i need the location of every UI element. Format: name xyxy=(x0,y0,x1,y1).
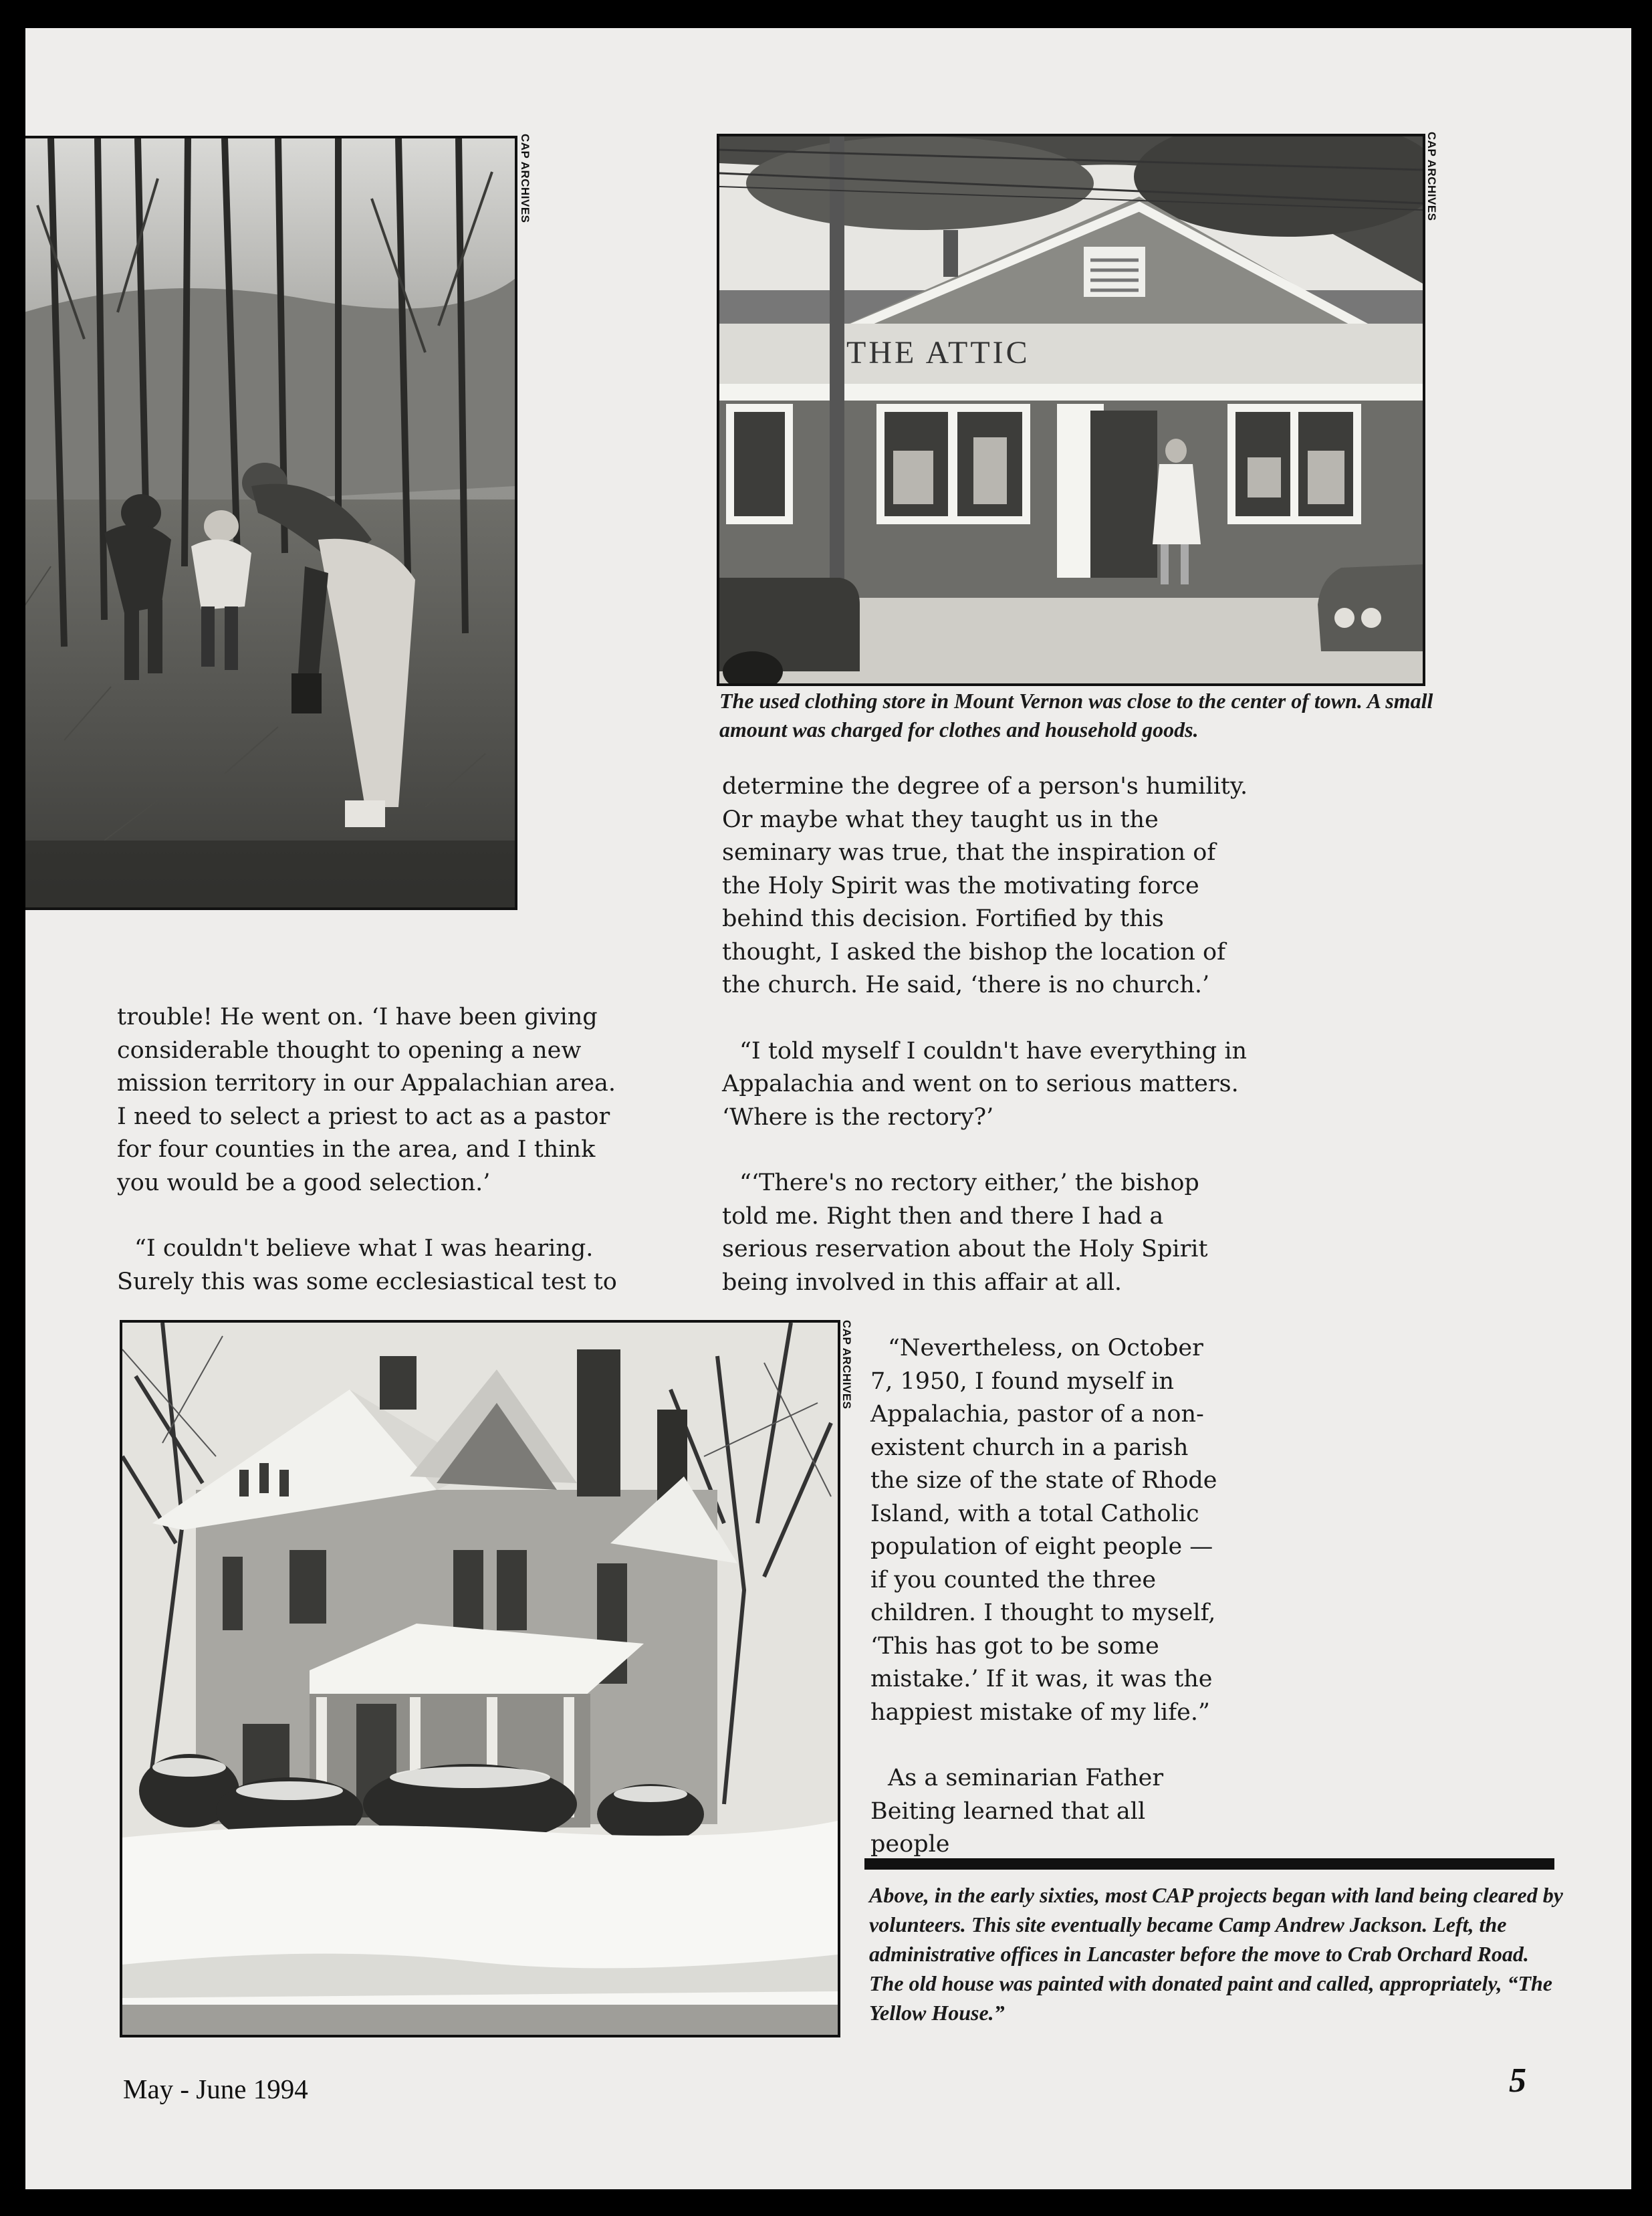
paragraph: determine the degree of a person's humility. Or maybe what they taught us in the seminary was true, that the inspiration of the Holy Spirit was the motivating force behind this decision. Fortified by this thought, I asked the bishop the location of the church. He said, ‘there is no church.’ xyxy=(722,773,1248,998)
caption-rule xyxy=(864,1858,1554,1870)
paragraph: “I couldn't believe what I was hearing. Surely this was some ecclesiastical test to xyxy=(117,1235,617,1295)
land-clearing-photo xyxy=(25,136,517,910)
attic-photo-caption: The used clothing store in Mount Vernon was close to the center of town. A small amount was charged for clothes and household goods. xyxy=(719,689,1433,742)
yellow-house-photo xyxy=(120,1320,840,2037)
paragraph: trouble! He went on. ‘I have been giving considerable thought to opening a new mission territory in our Appalachian area. I need to select a priest to act as a pastor for four counties in the area, and I think you would be a good selection.’ xyxy=(117,1004,616,1196)
side-photo-caption: Above, in the early sixties, most CAP projects began with land being cleared by volunteers. This site eventually became Camp Andrew Jackson. Left, the administrative offices in Lancaster before the move to Crab Orchard Road. The old house was painted with donated paint and called, appropriately, “The Yellow House.” xyxy=(869,1883,1563,2025)
issue-date: May - June 1994 xyxy=(123,2074,308,2104)
attic-store-illustration xyxy=(719,136,1423,683)
magazine-page xyxy=(25,28,1631,2189)
paragraph: As a seminarian Father Beiting learned that all people xyxy=(870,1765,1164,1858)
attic-store-photo xyxy=(717,134,1425,686)
paragraph: “Nevertheless, on October 7, 1950, I found myself in Appalachia, pastor of a non-existent church in a parish the size of the state of Rhode Island, with a total Catholic population of eight people — if you counted the three children. I thought to myself, ‘This has got to be some mistake.’ If it was, it was the happiest mistake of my life.” xyxy=(870,1335,1217,1726)
photo-credit: CAP ARCHIVES xyxy=(1425,132,1438,221)
photo-credit: CAP ARCHIVES xyxy=(840,1320,853,1410)
photo-credit: CAP ARCHIVES xyxy=(519,134,532,223)
narrow-column-text xyxy=(870,1332,1225,1862)
attic-sign: THE ATTIC xyxy=(846,335,1030,370)
land-clearing-illustration xyxy=(25,138,515,907)
paragraph: “I told myself I couldn't have everything in Appalachia and went on to serious matters. ‘Where is the rectory?’ xyxy=(722,1037,1248,1131)
yellow-house-illustration xyxy=(122,1323,838,2035)
right-column-text xyxy=(722,770,1250,1299)
left-column-text xyxy=(117,1001,618,1299)
paragraph: “‘There's no rectory either,’ the bishop told me. Right then and there I had a serious reservation about the Holy Spirit being involved in this affair at all. xyxy=(722,1170,1208,1296)
page-number: 5 xyxy=(1509,2062,1526,2100)
